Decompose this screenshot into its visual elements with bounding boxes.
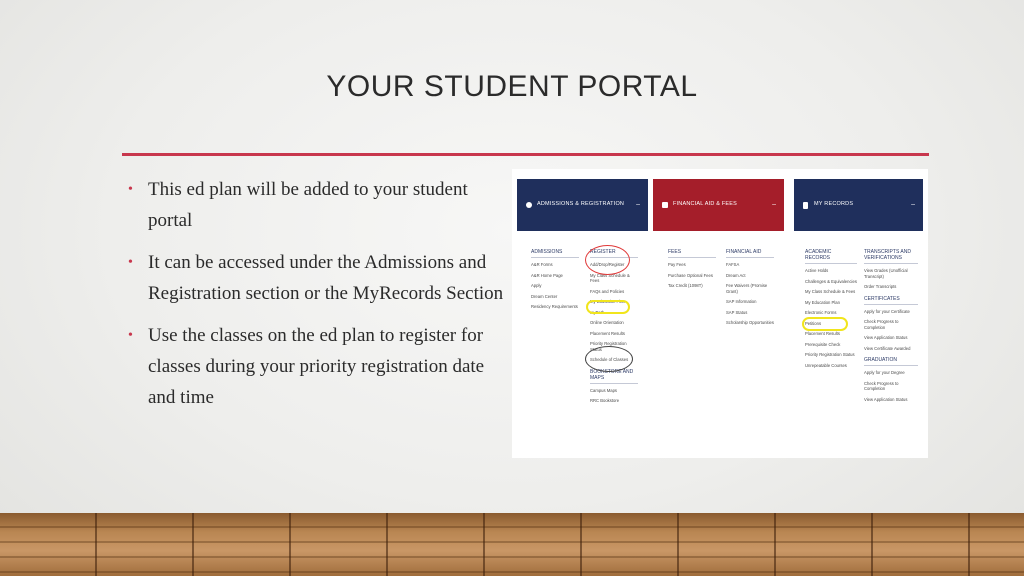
- info-icon: [526, 202, 532, 208]
- document-icon: [803, 202, 808, 209]
- portal-link[interactable]: FAQs and Policies: [590, 288, 625, 294]
- column-heading: ADMISSIONS: [531, 249, 579, 258]
- portal-link[interactable]: Placement Results: [590, 330, 625, 336]
- portal-link[interactable]: View Certificate Awarded: [864, 345, 911, 351]
- portal-screenshot: [512, 169, 928, 458]
- column-heading: GRADUATION: [864, 357, 918, 366]
- column-heading: REGISTER: [590, 249, 638, 258]
- portal-link[interactable]: Petitions: [805, 320, 822, 326]
- portal-link[interactable]: Electronic Forms: [805, 310, 837, 315]
- academic-records-column: [805, 249, 857, 373]
- portal-link[interactable]: FAFSA: [726, 262, 740, 267]
- portal-link[interactable]: Dream Act: [726, 272, 746, 278]
- portal-link[interactable]: SAP Information: [726, 299, 757, 304]
- portal-link[interactable]: Campus Maps: [590, 387, 617, 393]
- yellow-highlight-annotation: [586, 300, 630, 314]
- collapse-icon[interactable]: –: [636, 201, 640, 208]
- column-heading: FINANCIAL AID: [726, 249, 774, 258]
- bullet-item: [128, 320, 508, 413]
- portal-link[interactable]: Add/Drop/Register: [590, 262, 625, 267]
- portal-link[interactable]: Priority Registration Status: [590, 341, 627, 352]
- portal-link[interactable]: Check Progress to Completion: [864, 319, 899, 330]
- portal-link[interactable]: Schedule of Classes: [590, 357, 629, 362]
- portal-link[interactable]: Challenges & Equivalencies: [805, 278, 857, 284]
- portal-link[interactable]: Purchase Optional Fees: [668, 272, 713, 278]
- admissions-panel-title: ADMISSIONS & REGISTRATION: [537, 201, 625, 207]
- bullet-item: [128, 247, 508, 309]
- portal-link[interactable]: RRC Bookstore: [590, 398, 620, 403]
- column-heading: BOOKSTORE AND MAPS: [590, 369, 638, 384]
- portal-link[interactable]: View Application Status: [864, 396, 908, 402]
- black-circle-annotation: [585, 346, 633, 372]
- portal-link[interactable]: Active Holds: [805, 268, 829, 273]
- bullet-icon: •: [128, 182, 133, 197]
- portal-link-education-plan[interactable]: My Education Plan: [590, 299, 625, 304]
- bullet-icon: •: [128, 328, 133, 343]
- portal-link[interactable]: Check Progress to Completion: [864, 380, 899, 391]
- bullet-text: This ed plan will be added to your student portal: [148, 179, 468, 231]
- portal-link[interactable]: My Class Schedule & Fees: [590, 272, 630, 283]
- yellow-highlight-annotation: [802, 317, 848, 331]
- bullet-text: It can be accessed under the Admissions and Registration section or the MyRecords Section: [148, 252, 504, 304]
- red-circle-annotation: [585, 245, 630, 275]
- portal-link[interactable]: Tax Credit (1098T): [668, 283, 703, 288]
- portal-link[interactable]: View Grades (Unofficial Transcript): [864, 268, 908, 279]
- portal-link[interactable]: Apply for your Degree: [864, 370, 905, 375]
- portal-link[interactable]: Order Transcripts: [864, 284, 897, 289]
- admissions-column: [531, 249, 579, 315]
- portal-link[interactable]: Prerequisite Check: [805, 341, 841, 347]
- portal-link[interactable]: A&R Home Page: [531, 272, 563, 278]
- fees-column: [668, 249, 716, 294]
- portal-link[interactable]: myPath: [590, 309, 605, 315]
- collapse-icon[interactable]: –: [911, 201, 915, 208]
- portal-link[interactable]: Apply for your Certificate: [864, 308, 910, 314]
- financial-panel-header[interactable]: [653, 179, 784, 231]
- records-panel-title: MY RECORDS: [814, 201, 854, 207]
- records-panel-header[interactable]: [794, 179, 923, 231]
- column-heading: ACADEMIC RECORDS: [805, 249, 857, 264]
- portal-link[interactable]: Placement Results: [805, 331, 840, 336]
- dollar-icon: [662, 202, 668, 208]
- portal-link[interactable]: Scholarship Opportunities: [726, 320, 774, 325]
- column-heading: FEES: [668, 249, 716, 258]
- portal-link[interactable]: Fee Waivers (Promise Grant): [726, 283, 768, 294]
- financial-aid-column: [726, 249, 774, 331]
- portal-link[interactable]: SAP Status: [726, 309, 748, 315]
- portal-link[interactable]: Pay Fees: [668, 262, 686, 267]
- slide-title: YOUR STUDENT PORTAL: [326, 70, 698, 103]
- title-divider: [122, 153, 929, 156]
- portal-link[interactable]: A&R Forms: [531, 262, 553, 267]
- portal-link[interactable]: Online Orientation: [590, 320, 624, 325]
- admissions-panel-header[interactable]: [517, 179, 648, 231]
- column-heading: CERTIFICATES: [864, 296, 918, 305]
- portal-link[interactable]: Residency Requirements: [531, 304, 578, 309]
- portal-link[interactable]: Apply: [531, 283, 542, 288]
- portal-link[interactable]: Unrepeatable Courses: [805, 362, 847, 368]
- portal-link[interactable]: Priority Registration Status: [805, 352, 855, 357]
- portal-link-education-plan[interactable]: My Education Plan: [805, 299, 840, 305]
- bullet-text: Use the classes on the ed plan to register for classes during your priority registration date and time: [148, 325, 485, 408]
- bullet-item: [128, 174, 508, 236]
- collapse-icon[interactable]: –: [772, 201, 776, 208]
- portal-link[interactable]: Dream Center: [531, 293, 558, 299]
- transcripts-column: [864, 249, 918, 407]
- portal-link[interactable]: My Class Schedule & Fees: [805, 289, 856, 294]
- bullet-icon: •: [128, 255, 133, 270]
- financial-panel-title: FINANCIAL AID & FEES: [673, 201, 738, 207]
- portal-link[interactable]: View Application Status: [864, 335, 908, 340]
- wood-floor-decoration: [0, 513, 1024, 576]
- column-heading: TRANSCRIPTS AND VERIFICATIONS: [864, 249, 918, 264]
- bullet-list: [128, 174, 508, 424]
